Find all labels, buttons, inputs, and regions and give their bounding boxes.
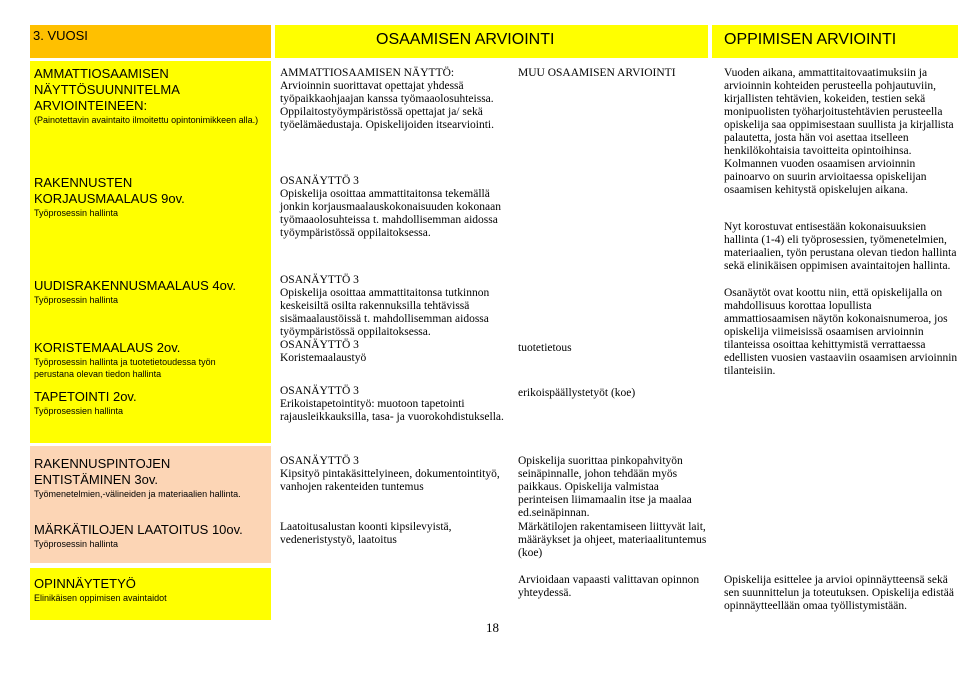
col2-r3-body: Opiskelija osoittaa ammattitaitonsa tutkinnon keskeisiltä osilta rakennuksilla tehtävissä sisämaalaustöissä t. mahdollisemman aidossa työympäristössä oppilaitoksessa. (280, 287, 490, 338)
col2-r5 (280, 385, 504, 424)
col3-r4: tuotetietous (518, 342, 572, 354)
col1-r4 (34, 340, 266, 380)
col4-p1: Vuoden aikana, ammattitaitovaatimuksiin ja arvioinnin kohteiden perusteella pohjautuviin, kirjallisten tehtävien, kokeiden, testien sekä monipuolisten työharjoitustehtävien perusteella opiskelija saa oppimisestaan suullista ja kirjallista palautetta, josta hän voi asettaa itselleen henkilökohtaisia tavoitteita opintoihinsa. (724, 67, 954, 157)
col3-r1: MUU OSAAMISEN ARVIOINTI (518, 67, 676, 79)
col2-r7: Laatoitusalustan koonti kipsilevyistä, vedeneristystyö, laatoitus (280, 521, 452, 546)
col4-p4: Osanäytöt ovat koottu niin, että opiskelijalla on mahdollisuus korottaa lopullista ammattiosaamisen näytön kokonaisnumeroa, jos opiskelija viimeisissä osaamisen arvioinnin tilanteissa osoittaa kehittymistä verrattaessa edellisten vuosien vastaaviin osaamisen arvioinnin tilanteisiin. (724, 287, 958, 377)
col1-r8 (34, 576, 266, 604)
col2-r3 (280, 274, 504, 365)
header-year: 3. VUOSI (33, 28, 88, 43)
col2-r6-head: OSANÄYTTÖ 3 (280, 455, 359, 467)
col1-r3-note: Työprosessin hallinta (34, 295, 119, 305)
col2-r5-head: OSANÄYTTÖ 3 (280, 385, 359, 397)
col3-r8: Arvioidaan vapaasti valittavan opinnon yhteydessä. (518, 574, 700, 599)
col2-r6 (280, 455, 504, 494)
col1-r5-note: Työprosessien hallinta (34, 406, 124, 416)
header-learning-title: OPPIMISEN ARVIOINTI (724, 31, 897, 48)
page-number: 18 (486, 620, 499, 635)
col2-r1: AMMATTIOSAAMISEN NÄYTTÖ: Arvioinnin suorittavat opettajat yhdessä työpaikkaohjaajan kanssa työmaaolosuhteissa. Oppilaitostyöympäristössä opettajat ja/ sekä työelämäedustaja. Opiskelijoiden itsearviointi. (280, 67, 494, 131)
col1-r3 (34, 278, 266, 306)
col1-r6-title: RAKENNUSPINTOJEN ENTISTÄMINEN 3ov. (34, 456, 171, 487)
col3-r6: Opiskelija suorittaa pinkopahvityön seinäpinnalle, johon tehdään myös paikkaus. Opiskelija valmistaa perinteisen liimamaalin itse ja maalaa ed.seinäpinnan. (518, 455, 692, 519)
col1-r8-note: Elinikäisen oppimisen avaintaidot (34, 593, 167, 603)
col1-r1-note: (Painotettavin avaintaito ilmoitettu opintonimikkeen alla.) (34, 115, 259, 125)
col2-r3-head: OSANÄYTTÖ 3 (280, 274, 359, 286)
col2-r6-body: Kipsityö pintakäsittelyineen, dokumentointityö, vanhojen rakenteiden tuntemus (280, 468, 500, 493)
col1-r6-note: Työmenetelmien,-välineiden ja materiaalien hallinta. (34, 489, 241, 499)
col1-r1 (34, 66, 266, 126)
col2-r5-body: Erikoistapetointityö: muotoon tapetointi rajausleikkauksilla, tasa- ja vuorokohdistuksella. (280, 398, 504, 423)
col1-r4-title: KORISTEMAALAUS 2ov. (34, 340, 181, 355)
col2-r2 (280, 175, 504, 240)
col4-p2: Kolmannen vuoden osaamisen arvioinnin painoarvo on suurin arvioitaessa opiskelijan osaamisen kehitystä opiskelujen aikana. (724, 158, 927, 196)
col1-r7-title: MÄRKÄTILOJEN LAATOITUS 10ov. (34, 522, 243, 537)
col1-r2-title: RAKENNUSTEN KORJAUSMAALAUS 9ov. (34, 175, 185, 206)
col1-r4-note: Työprosessin hallinta ja tuotetietoudessa työn perustana olevan tiedon hallinta (34, 357, 216, 379)
col4-block (724, 67, 958, 378)
col1-r6 (34, 456, 266, 500)
col1-r2 (34, 175, 266, 219)
col3-r5: erikoispäällystetyöt (koe) (518, 387, 636, 399)
col1-r8-title: OPINNÄYTETYÖ (34, 576, 136, 591)
col2-r2-body: Opiskelija osoittaa ammattitaitonsa tekemällä jonkin korjausmaalauskokonaisuuden kokonaan työmaaolosuhteissa t. mahdollisemman aidossa työympäristössä oppilaitoksessa. (280, 188, 502, 239)
col1-r1-title: AMMATTIOSAAMISEN NÄYTTÖSUUNNITELMA ARVIOINTEINEEN: (34, 66, 180, 113)
col1-r5 (34, 389, 266, 417)
col3-r7: Märkätilojen rakentamiseen liittyvät lait, määräykset ja ohjeet, materiaalituntemus (koe) (518, 521, 707, 559)
col1-r5-title: TAPETOINTI 2ov. (34, 389, 137, 404)
col1-r7 (34, 522, 266, 550)
col1-r7-note: Työprosessin hallinta (34, 539, 119, 549)
col1-r2-note: Työprosessin hallinta (34, 208, 119, 218)
col4-p3: Nyt korostuvat entisestään kokonaisuuksien hallinta (1-4) eli työprosessien, työmenetelmien, materiaalien, työn perustana olevan tiedon hallinta sekä elinikäisen oppimisen avaintaitojen hallinta. (724, 221, 957, 272)
col4-r8: Opiskelija esittelee ja arvioi opinnäytteensä sekä sen suunnittelun ja toteutuksen. Opiskelija edistää opinnäytteellään omaa työllistymistään. (724, 574, 954, 612)
col2-r4-body: Koristemaalaustyö (280, 352, 367, 364)
col2-r2-head: OSANÄYTTÖ 3 (280, 175, 359, 187)
col2-r4-head: OSANÄYTTÖ 3 (280, 339, 359, 351)
header-assessment-title: OSAAMISEN ARVIOINTI (376, 31, 555, 48)
col1-r3-title: UUDISRAKENNUSMAALAUS 4ov. (34, 278, 237, 293)
